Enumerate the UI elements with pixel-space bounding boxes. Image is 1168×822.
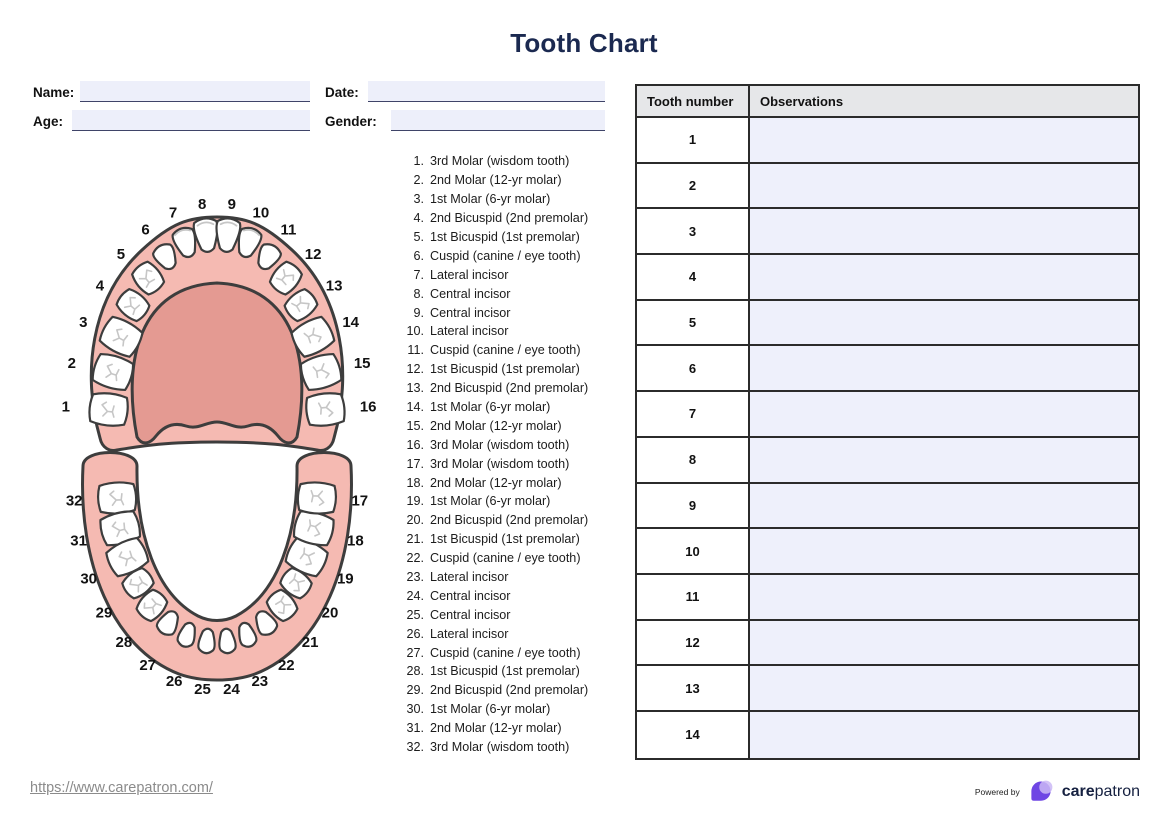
diagram-tooth-number-label: 16 <box>359 398 377 416</box>
list-item-tooth-name: 1st Bicuspid (1st premolar) <box>430 532 580 547</box>
diagram-tooth-number-label: 13 <box>325 277 343 295</box>
observation-cell[interactable] <box>750 666 1138 710</box>
table-row <box>637 209 1138 255</box>
tooth-number-cell: 2 <box>637 164 750 208</box>
list-item <box>398 568 630 587</box>
list-item-tooth-name: 3rd Molar (wisdom tooth) <box>430 437 570 452</box>
list-item-tooth-name: Central incisor <box>430 607 511 622</box>
table-row <box>637 346 1138 392</box>
list-item-number: 32. <box>406 740 424 755</box>
tooth-number-cell: 8 <box>637 438 750 482</box>
observations-header: Observations <box>760 93 844 109</box>
observation-cell[interactable] <box>750 164 1138 208</box>
list-item <box>398 284 630 303</box>
list-item-number: 5. <box>413 230 424 244</box>
list-item-tooth-name: 2nd Molar (12-yr molar) <box>430 475 562 490</box>
footer-url[interactable]: https://www.carepatron.com/ <box>30 780 213 796</box>
lower-tooth-32 <box>97 482 137 515</box>
list-item-number: 28. <box>406 664 424 679</box>
list-item-tooth-name: 2nd Bicuspid (2nd premolar) <box>430 211 589 226</box>
upper-tooth-1 <box>88 392 129 428</box>
list-item <box>398 624 630 643</box>
list-item-number: 3. <box>413 192 424 207</box>
list-item <box>398 700 630 719</box>
table-row <box>637 484 1138 530</box>
list-item-tooth-name: Cuspid (canine / eye tooth) <box>430 645 581 660</box>
list-item-tooth-name: 1st Bicuspid (1st premolar) <box>430 362 580 377</box>
list-item-number: 21. <box>406 532 424 547</box>
list-item <box>398 360 630 379</box>
age-label: Age: <box>33 114 63 129</box>
observation-cell[interactable] <box>750 438 1138 482</box>
diagram-tooth-number-label: 10 <box>252 204 270 222</box>
list-item <box>398 398 630 417</box>
lower-tooth-17 <box>297 482 337 515</box>
list-item-tooth-name: Central incisor <box>430 286 511 301</box>
observation-cell[interactable] <box>750 484 1138 528</box>
upper-tooth-16 <box>305 392 346 428</box>
diagram-tooth-number-label: 31 <box>70 532 87 550</box>
list-item <box>398 435 630 454</box>
list-item-number: 7. <box>413 267 424 282</box>
list-item-number: 29. <box>406 683 424 698</box>
list-item <box>398 228 630 247</box>
table-row <box>637 301 1138 347</box>
list-item <box>398 605 630 624</box>
tooth-number-cell: 7 <box>637 392 750 436</box>
observation-cell[interactable] <box>750 301 1138 345</box>
diagram-tooth-number-label: 14 <box>342 314 360 331</box>
list-item-number: 23. <box>406 570 424 585</box>
list-item-tooth-name: 1st Molar (6-yr molar) <box>430 400 551 415</box>
list-item-tooth-name: 3rd Molar (wisdom tooth) <box>430 456 570 471</box>
date-input[interactable] <box>368 81 605 102</box>
list-item <box>398 209 630 228</box>
observation-cell[interactable] <box>750 346 1138 390</box>
upper-palate <box>132 283 302 443</box>
table-row <box>637 529 1138 575</box>
list-item-number: 11. <box>407 343 424 358</box>
list-item <box>398 341 630 360</box>
tooth-number-cell: 12 <box>637 621 750 665</box>
list-item-number: 16. <box>406 437 424 452</box>
dental-arches-diagram <box>40 190 400 720</box>
list-item-number: 27. <box>406 645 424 660</box>
list-item-number: 10. <box>406 324 424 339</box>
list-item <box>398 492 630 511</box>
list-item-number: 15. <box>406 418 424 433</box>
list-item-number: 24. <box>406 588 424 603</box>
diagram-tooth-number-label: 1 <box>61 398 70 416</box>
diagram-tooth-number-label: 21 <box>301 633 319 651</box>
list-item <box>398 190 630 209</box>
list-item-tooth-name: Central incisor <box>430 588 511 603</box>
table-row <box>637 621 1138 667</box>
list-item-tooth-name: Lateral incisor <box>430 626 509 641</box>
observation-cell[interactable] <box>750 392 1138 436</box>
list-item <box>398 379 630 398</box>
powered-by-group <box>975 778 1140 806</box>
list-item-tooth-name: 2nd Bicuspid (2nd premolar) <box>430 683 589 698</box>
table-row <box>637 712 1138 758</box>
tooth-number-cell: 6 <box>637 346 750 390</box>
list-item <box>398 549 630 568</box>
observation-cell[interactable] <box>750 209 1138 253</box>
observation-cell[interactable] <box>750 575 1138 619</box>
powered-by-label: Powered by <box>974 787 1020 797</box>
tooth-number-cell: 5 <box>637 301 750 345</box>
carepatron-wordmark: carepatron <box>1061 783 1140 800</box>
diagram-tooth-number-label: 20 <box>321 604 339 622</box>
list-item-number: 14. <box>406 400 424 415</box>
diagram-tooth-number-label: 2 <box>67 354 76 372</box>
tooth-number-cell: 10 <box>637 529 750 573</box>
list-item-tooth-name: 2nd Molar (12-yr molar) <box>430 418 562 433</box>
list-item-tooth-name: 3rd Molar (wisdom tooth) <box>430 740 570 755</box>
list-item-tooth-name: Central incisor <box>430 305 511 320</box>
diagram-tooth-number-label: 4 <box>95 277 105 295</box>
list-item <box>398 152 630 171</box>
observation-cell[interactable] <box>750 712 1138 758</box>
table-row <box>637 392 1138 438</box>
list-item-tooth-name: Cuspid (canine / eye tooth) <box>430 343 581 358</box>
table-row <box>637 164 1138 210</box>
date-label: Date: <box>325 85 359 100</box>
list-item-tooth-name: 1st Molar (6-yr molar) <box>430 494 551 509</box>
observation-cell[interactable] <box>750 255 1138 299</box>
list-item <box>398 322 630 341</box>
table-header-row <box>637 86 1138 118</box>
diagram-tooth-number-label: 12 <box>304 246 322 264</box>
tooth-number-header: Tooth number <box>637 86 750 116</box>
list-item-tooth-name: Lateral incisor <box>430 267 509 282</box>
tooth-number-cell: 13 <box>637 666 750 710</box>
list-item-tooth-name: Lateral incisor <box>430 570 509 585</box>
list-item <box>398 416 630 435</box>
list-item-tooth-name: 1st Bicuspid (1st premolar) <box>430 230 580 244</box>
tooth-number-cell: 4 <box>637 255 750 299</box>
list-item <box>398 511 630 530</box>
list-item-number: 9. <box>413 305 424 320</box>
list-item <box>398 643 630 662</box>
list-item-tooth-name: 3rd Molar (wisdom tooth) <box>430 154 570 169</box>
list-item-number: 18. <box>406 475 424 490</box>
diagram-tooth-number-label: 17 <box>351 492 369 510</box>
list-item-tooth-name: Cuspid (canine / eye tooth) <box>430 248 581 263</box>
diagram-tooth-number-label: 9 <box>227 196 236 214</box>
list-item-tooth-name: 1st Molar (6-yr molar) <box>430 702 551 717</box>
diagram-tooth-number-label: 19 <box>336 570 354 588</box>
list-item <box>398 681 630 700</box>
diagram-tooth-number-label: 30 <box>80 570 98 588</box>
tooth-number-cell: 11 <box>637 575 750 619</box>
list-item-tooth-name: Cuspid (canine / eye tooth) <box>430 551 581 566</box>
list-item-number: 8. <box>413 286 424 301</box>
list-item-tooth-name: Lateral incisor <box>430 324 509 339</box>
observation-cell[interactable] <box>750 529 1138 573</box>
list-item-number: 19. <box>406 494 424 509</box>
carepatron-logo-icon <box>1027 778 1055 806</box>
list-item <box>398 738 630 757</box>
list-item-number: 22. <box>406 551 424 566</box>
page-title: Tooth Chart <box>510 28 658 58</box>
list-item <box>398 662 630 681</box>
list-item-number: 6. <box>413 248 424 263</box>
table-row <box>637 438 1138 484</box>
diagram-tooth-number-label: 23 <box>251 672 269 690</box>
gender-input[interactable] <box>391 110 605 131</box>
tooth-number-cell: 9 <box>637 484 750 528</box>
table-row <box>637 118 1138 164</box>
list-item <box>398 586 630 605</box>
table-row <box>637 255 1138 301</box>
tooth-number-cell: 3 <box>637 209 750 253</box>
list-item-number: 13. <box>406 381 424 396</box>
diagram-tooth-number-label: 25 <box>194 681 211 698</box>
diagram-tooth-number-label: 27 <box>139 656 157 674</box>
list-item-tooth-name: 2nd Molar (12-yr molar) <box>430 721 562 736</box>
list-item-tooth-name: 1st Molar (6-yr molar) <box>430 192 551 207</box>
name-label: Name: <box>33 85 75 100</box>
diagram-tooth-number-label: 32 <box>65 492 83 510</box>
list-item-tooth-name: 1st Bicuspid (1st premolar) <box>430 664 580 679</box>
gender-label: Gender: <box>325 114 377 129</box>
list-item-number: 30. <box>406 702 424 717</box>
list-item-number: 26. <box>406 626 424 641</box>
list-item-tooth-name: 2nd Bicuspid (2nd premolar) <box>430 381 589 396</box>
list-item-number: 2. <box>413 173 424 188</box>
tooth-number-cell: 1 <box>637 118 750 162</box>
diagram-tooth-number-label: 28 <box>115 633 133 651</box>
list-item-tooth-name: 2nd Molar (12-yr molar) <box>430 173 562 188</box>
list-item-number: 20. <box>406 513 424 528</box>
age-input[interactable] <box>72 110 310 131</box>
list-item <box>398 303 630 322</box>
list-item-number: 31. <box>406 721 424 736</box>
list-item <box>398 719 630 738</box>
observations-table <box>635 84 1140 760</box>
list-item-number: 25. <box>406 607 424 622</box>
list-item <box>398 246 630 265</box>
diagram-tooth-number-label: 18 <box>347 532 364 550</box>
list-item <box>398 530 630 549</box>
list-item <box>398 473 630 492</box>
diagram-tooth-number-label: 26 <box>165 672 183 690</box>
list-item-tooth-name: 2nd Bicuspid (2nd premolar) <box>430 513 589 528</box>
list-item-number: 17. <box>406 456 424 471</box>
list-item-number: 4. <box>413 211 424 226</box>
table-row <box>637 666 1138 712</box>
diagram-tooth-number-label: 8 <box>198 196 207 214</box>
diagram-tooth-number-label: 15 <box>353 354 371 372</box>
diagram-tooth-number-label: 22 <box>277 656 295 674</box>
list-item-number: 1. <box>413 154 424 169</box>
table-row <box>637 575 1138 621</box>
name-input[interactable] <box>80 81 310 102</box>
list-item <box>398 265 630 284</box>
observation-cell[interactable] <box>750 621 1138 665</box>
diagram-tooth-number-label: 5 <box>116 246 126 264</box>
diagram-tooth-number-label: 3 <box>79 314 88 331</box>
tooth-name-list <box>398 152 630 757</box>
diagram-tooth-number-label: 7 <box>168 204 178 222</box>
tooth-number-cell: 14 <box>637 712 750 758</box>
list-item <box>398 454 630 473</box>
diagram-tooth-number-label: 24 <box>223 681 240 698</box>
list-item <box>398 171 630 190</box>
observation-cell[interactable] <box>750 118 1138 162</box>
diagram-tooth-number-label: 6 <box>141 221 150 239</box>
diagram-tooth-number-label: 11 <box>280 221 297 239</box>
list-item-number: 12. <box>406 362 424 377</box>
diagram-tooth-number-label: 29 <box>95 604 113 622</box>
